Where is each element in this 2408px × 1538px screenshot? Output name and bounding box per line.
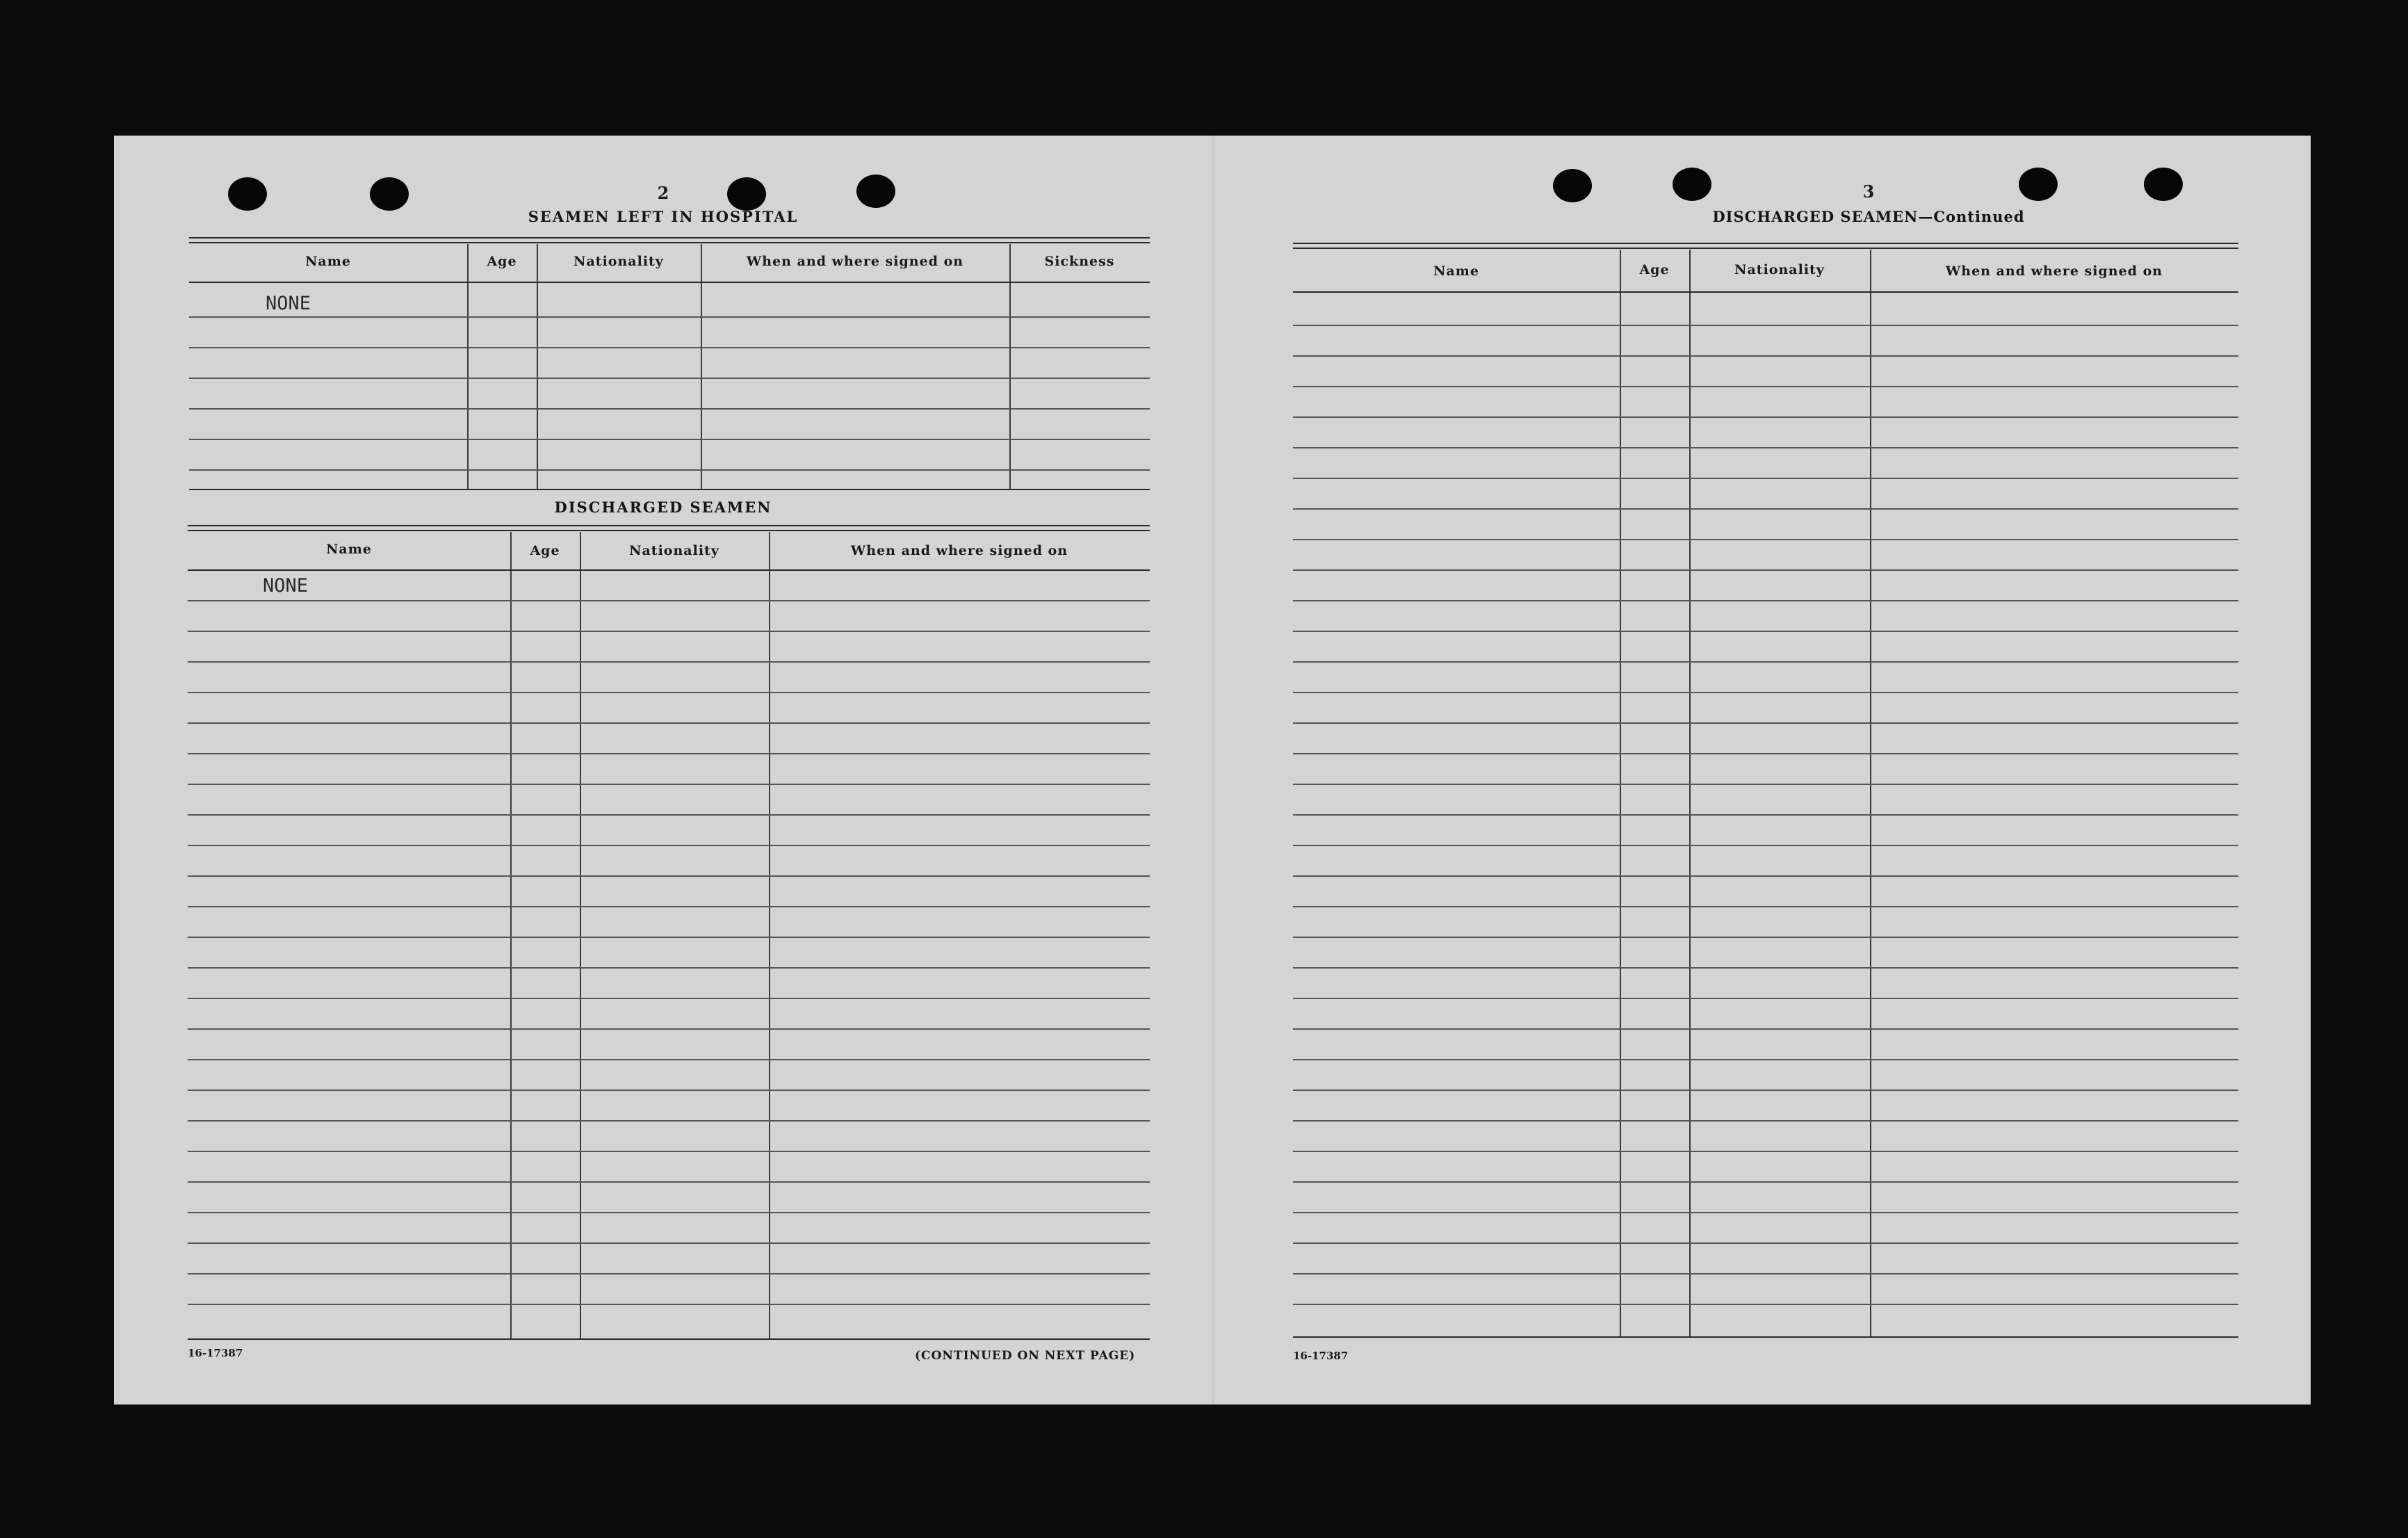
column-divider (510, 532, 512, 1340)
discharged-continued-table (1293, 250, 2238, 1338)
row-line (1293, 631, 2238, 632)
row-line (188, 631, 1150, 632)
page-number: 3 (1862, 181, 1875, 202)
row-line (189, 347, 1150, 348)
row-line (1293, 692, 2238, 693)
row-line (1293, 1242, 2238, 1244)
column-divider (580, 532, 581, 1340)
header-rule (1293, 291, 2238, 293)
table-bottom-rule (1293, 1336, 2238, 1338)
row-line (189, 408, 1150, 410)
column-header-age: Age (1639, 262, 1670, 277)
row-line (1293, 967, 2238, 969)
right-page (1212, 136, 2311, 1405)
row-line (188, 692, 1150, 693)
row-line (1293, 906, 2238, 907)
row-line (1293, 569, 2238, 571)
column-header-sickness: Sickness (1044, 254, 1115, 269)
row-line (1293, 875, 2238, 877)
row-line (1293, 325, 2238, 326)
row-line (189, 469, 1150, 471)
row-line (1293, 661, 2238, 663)
row-line (188, 661, 1150, 663)
hospital-table (189, 244, 1150, 490)
discharged-table (188, 532, 1150, 1340)
row-line (1293, 478, 2238, 479)
row-line (1293, 539, 2238, 540)
row-line (1293, 1028, 2238, 1030)
row-line (1293, 753, 2238, 754)
left-page (114, 136, 1212, 1405)
column-header-name: Name (305, 254, 351, 269)
column-header-age: Age (530, 543, 560, 558)
column-header-age: Age (487, 254, 517, 269)
column-divider (1620, 250, 1621, 1338)
row-line (188, 600, 1150, 601)
column-header-nationality: Nationality (1734, 262, 1825, 277)
row-line (1293, 1151, 2238, 1152)
row-line (1293, 416, 2238, 418)
discharged-top-rule (188, 525, 1150, 526)
hospital-entry-name: NONE (266, 293, 311, 314)
header-rule (189, 282, 1150, 283)
row-line (188, 814, 1150, 816)
row-line (1293, 814, 2238, 816)
right-top-rule-2 (1293, 248, 2238, 249)
column-header-nationality: Nationality (573, 254, 664, 269)
document-sheet (114, 136, 2311, 1405)
row-line (188, 784, 1150, 785)
column-header-signed-on: When and where signed on (1945, 264, 2163, 279)
row-line (188, 1151, 1150, 1152)
row-line (1293, 1181, 2238, 1183)
row-line (189, 439, 1150, 440)
column-divider (1870, 250, 1871, 1338)
form-number: 16-17387 (188, 1347, 243, 1359)
row-line (188, 967, 1150, 969)
table-bottom-rule (188, 1338, 1150, 1340)
row-line (1293, 722, 2238, 724)
continued-section-title: DISCHARGED SEAMEN—Continued (1712, 208, 2025, 225)
row-line (188, 1212, 1150, 1213)
row-line (1293, 1212, 2238, 1213)
column-divider (1689, 250, 1691, 1338)
row-line (188, 1181, 1150, 1183)
hospital-top-rule (189, 237, 1150, 238)
hospital-top-rule-2 (189, 242, 1150, 243)
row-line (188, 875, 1150, 877)
row-line (188, 1120, 1150, 1122)
row-line (1293, 386, 2238, 387)
continued-note: (CONTINUED ON NEXT PAGE) (915, 1349, 1136, 1363)
row-line (1293, 1120, 2238, 1122)
hospital-section-title: SEAMEN LEFT IN HOSPITAL (528, 208, 799, 225)
row-line (188, 1304, 1150, 1305)
column-divider (769, 532, 770, 1340)
column-header-signed-on: When and where signed on (850, 543, 1068, 558)
page-number: 2 (657, 183, 669, 203)
table-bottom-rule (189, 489, 1150, 490)
row-line (1293, 1304, 2238, 1305)
row-line (1293, 845, 2238, 846)
column-header-name: Name (1433, 264, 1479, 279)
row-line (1293, 600, 2238, 601)
row-line (188, 1059, 1150, 1060)
row-line (188, 937, 1150, 938)
row-line (1293, 508, 2238, 510)
row-line (188, 1028, 1150, 1030)
discharged-entry-name: NONE (263, 575, 309, 597)
row-line (1293, 937, 2238, 938)
row-line (1293, 1059, 2238, 1060)
row-line (1293, 784, 2238, 785)
row-line (1293, 1090, 2238, 1091)
row-line (188, 753, 1150, 754)
header-rule (188, 569, 1150, 571)
row-line (1293, 1273, 2238, 1274)
right-top-rule (1293, 243, 2238, 244)
discharged-section-title: DISCHARGED SEAMEN (554, 499, 772, 516)
row-line (1293, 447, 2238, 448)
form-number: 16-17387 (1293, 1350, 1349, 1362)
row-line (188, 845, 1150, 846)
row-line (188, 1273, 1150, 1274)
row-line (188, 1242, 1150, 1244)
row-line (188, 906, 1150, 907)
row-line (1293, 355, 2238, 357)
row-line (188, 722, 1150, 724)
column-header-nationality: Nationality (629, 543, 719, 558)
column-header-signed-on: When and where signed on (746, 254, 964, 269)
row-line (189, 316, 1150, 318)
column-header-name: Name (326, 542, 372, 557)
row-line (188, 1090, 1150, 1091)
row-line (188, 998, 1150, 999)
row-line (1293, 998, 2238, 999)
row-line (189, 378, 1150, 379)
discharged-top-rule-2 (188, 530, 1150, 531)
